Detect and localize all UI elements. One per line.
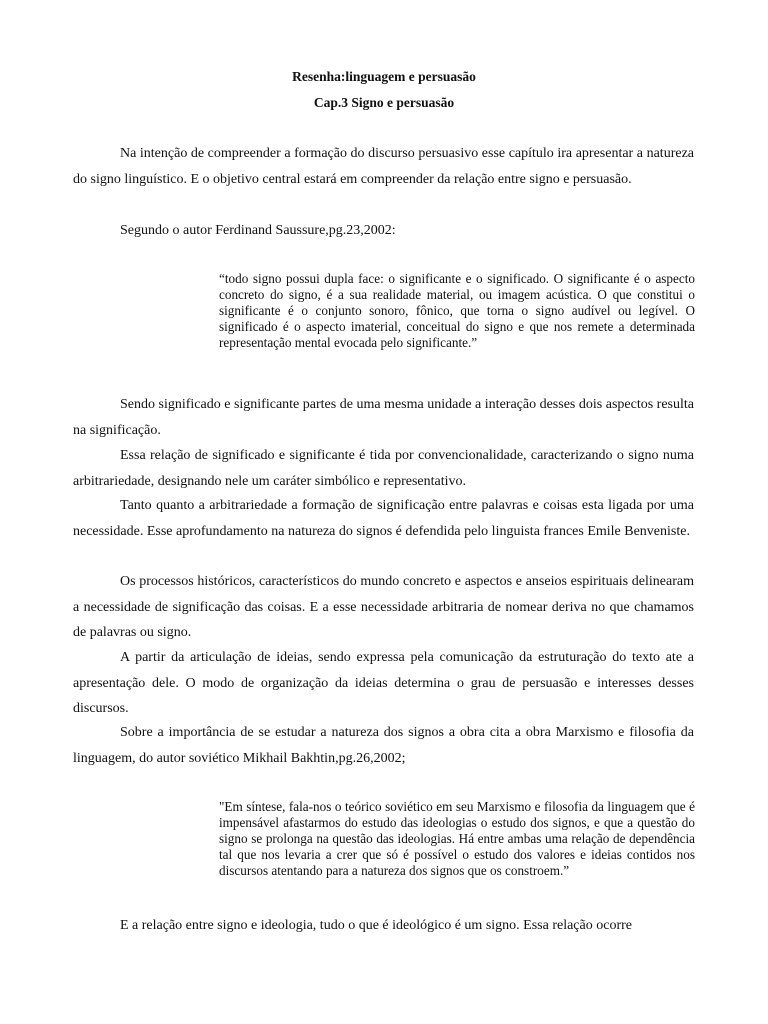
paragraph-2: Segundo o autor Ferdinand Saussure,pg.23,2002: (120, 223, 396, 238)
block-quote-saussure: “todo signo possui dupla face: o significante e o significado. O significante é o aspecto concreto do signo, é a sua realidade material, ou imagem acústica. O que constitui o significante é o conjunto sonoro, fônico, que torna o signo audível ou legível. O significado é o aspecto imaterial, conceitual do signo e que nos remete a determinada representação mental evocada pelo significante.” (219, 271, 695, 350)
paragraph-4: Essa relação de significado e significante é tida por convencionalidade, caracterizando o signo numa arbitrariedade, designando nele um caráter simbólico e representativo. (73, 448, 694, 489)
paragraph-1: Na intenção de compreender a formação do discurso persuasivo esse capítulo ira apresentar a natureza do signo linguístico. E o objetivo central estará em compreender da relação entre signo e persuasão. (73, 146, 694, 187)
paragraph-6: Os processos históricos, característicos do mundo concreto e aspectos e anseios espirituais delinearam a necessidade de significação das coisas. E a esse necessidade arbitraria de nomear deriva no que chamamos de palavras ou signo. (73, 574, 694, 640)
paragraph-9: E a relação entre signo e ideologia, tudo o que é ideológico é um signo. Essa relação ocorre (120, 918, 632, 933)
block-quote-bakhtin: "Em síntese, fala-nos o teórico soviético em seu Marxismo e filosofia da linguagem que é impensável afastarmos do estudo das ideologias o estudo dos signos, e que a questão do signo se prolonga na questão das ideologias. Há entre ambas uma relação de dependência tal que nos levaria a crer que só é possível o estudo dos valores e ideias contidos nos discursos atentando para a natureza dos signos que os constroem.” (219, 799, 695, 878)
paragraph-7: A partir da articulação de ideias, sendo expressa pela comunicação da estruturação do texto ate a apresentação dele. O modo de organização da ideias determina o grau de persuasão e interesses desses discursos. (73, 650, 694, 716)
paragraph-5: Tanto quanto a arbitrariedade a formação de significação entre palavras e coisas esta ligada por uma necessidade. Esse aprofundamento na natureza do signos é defendida pelo linguista frances Emile Benveniste. (73, 498, 694, 539)
document-subtitle: Cap.3 Signo e persuasão (313, 95, 455, 110)
paragraph-3: Sendo significado e significante partes de uma mesma unidade a interação desses dois aspectos resulta na significação. (73, 397, 694, 438)
document-title: Resenha:linguagem e persuasão (292, 69, 476, 84)
paragraph-8: Sobre a importância de se estudar a natureza dos signos a obra cita a obra Marxismo e filosofia da linguagem, do autor soviético Mikhail Bakhtin,pg.26,2002; (73, 725, 694, 766)
